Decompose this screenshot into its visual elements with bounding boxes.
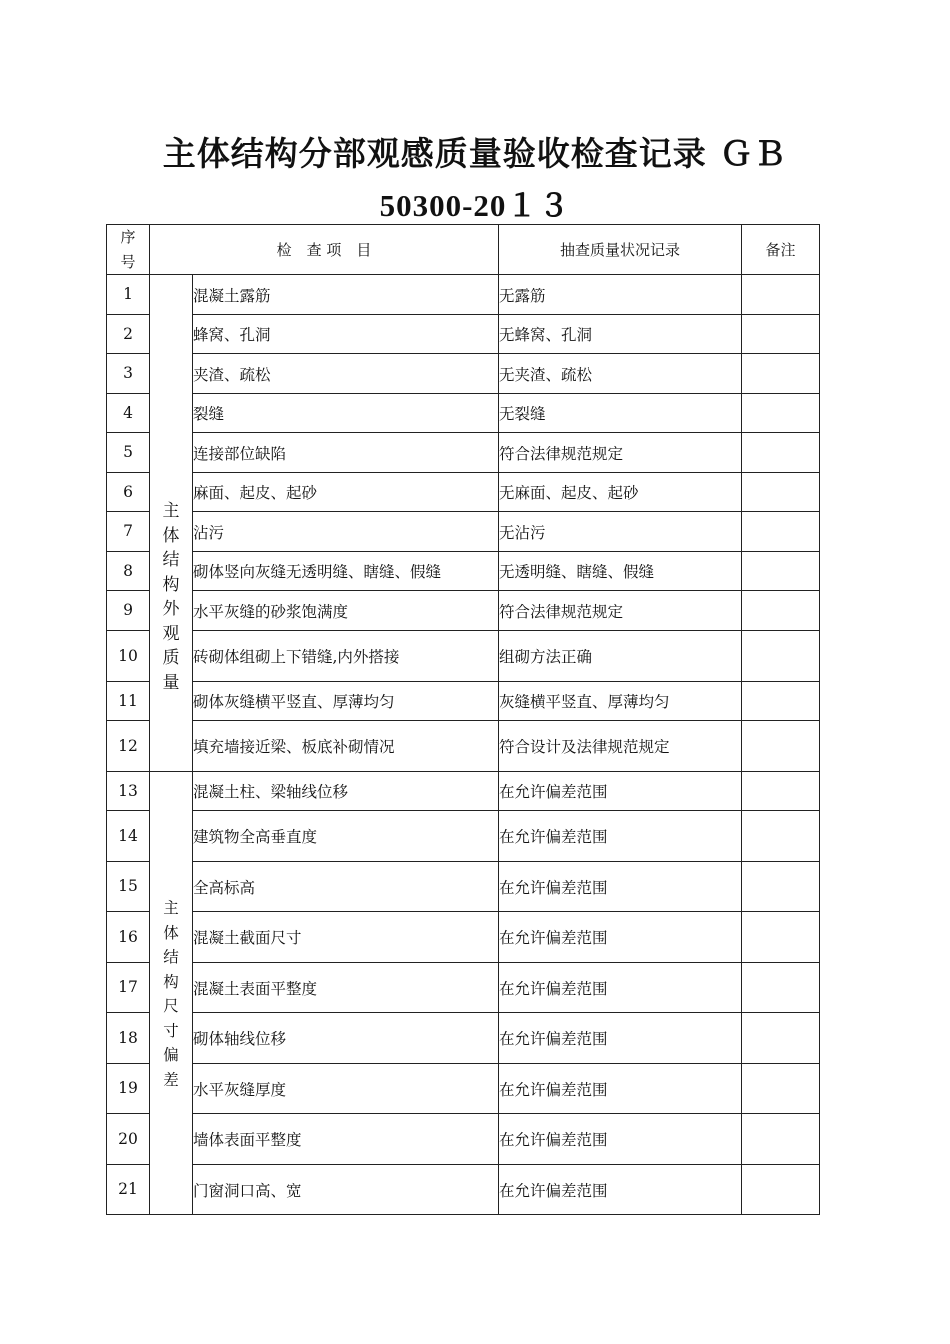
inspection-item: 混凝土表面平整度 <box>193 963 499 1013</box>
inspection-item: 裂缝 <box>193 394 499 433</box>
remark-cell <box>742 1114 820 1165</box>
row-number: 11 <box>107 682 150 721</box>
inspection-item: 全高标高 <box>193 862 499 912</box>
header-record: 抽查质量状况记录 <box>499 225 742 275</box>
table-row <box>107 354 820 394</box>
remark-cell <box>742 512 820 552</box>
quality-record: 无裂缝 <box>499 394 742 433</box>
inspection-item: 砌体轴线位移 <box>193 1013 499 1064</box>
remark-cell <box>742 275 820 315</box>
quality-record: 无蜂窝、孔洞 <box>499 315 742 354</box>
table-row <box>107 394 820 433</box>
quality-record: 无夹渣、疏松 <box>499 354 742 394</box>
table-row <box>107 721 820 772</box>
remark-cell <box>742 1064 820 1114</box>
table-row <box>107 473 820 512</box>
remark-cell <box>742 721 820 772</box>
row-number: 17 <box>107 963 150 1013</box>
remark-cell <box>742 631 820 682</box>
header-item: 检 查 项 目 <box>150 225 499 275</box>
remark-cell <box>742 682 820 721</box>
quality-record: 无透明缝、瞎缝、假缝 <box>499 552 742 591</box>
inspection-item: 蜂窝、孔洞 <box>193 315 499 354</box>
table-row <box>107 772 820 811</box>
remark-cell <box>742 591 820 631</box>
row-number: 2 <box>107 315 150 354</box>
table-row <box>107 963 820 1013</box>
quality-record: 在允许偏差范围 <box>499 1165 742 1215</box>
quality-record: 在允许偏差范围 <box>499 772 742 811</box>
row-number: 18 <box>107 1013 150 1064</box>
remark-cell <box>742 1165 820 1215</box>
table-row <box>107 862 820 912</box>
table-row <box>107 682 820 721</box>
quality-record: 符合法律规范规定 <box>499 591 742 631</box>
row-number: 3 <box>107 354 150 394</box>
document-title: 主体结构分部观感质量验收检查记录 ＧＢ <box>162 134 788 173</box>
table-row <box>107 591 820 631</box>
table-row <box>107 275 820 315</box>
table-row <box>107 1064 820 1114</box>
remark-cell <box>742 354 820 394</box>
quality-record: 符合设计及法律规范规定 <box>499 721 742 772</box>
remark-cell <box>742 473 820 512</box>
row-number: 8 <box>107 552 150 591</box>
quality-record: 在允许偏差范围 <box>499 1064 742 1114</box>
remark-cell <box>742 862 820 912</box>
row-number: 13 <box>107 772 150 811</box>
quality-record: 在允许偏差范围 <box>499 862 742 912</box>
row-number: 16 <box>107 912 150 963</box>
quality-record: 无麻面、起皮、起砂 <box>499 473 742 512</box>
quality-record: 在允许偏差范围 <box>499 1114 742 1165</box>
table-row <box>107 1114 820 1165</box>
table-row <box>107 552 820 591</box>
inspection-item: 建筑物全高垂直度 <box>193 811 499 862</box>
row-number: 4 <box>107 394 150 433</box>
inspection-item: 沾污 <box>193 512 499 552</box>
row-number: 19 <box>107 1064 150 1114</box>
group-label-appearance <box>150 275 193 772</box>
quality-record: 符合法律规范规定 <box>499 433 742 473</box>
row-number: 5 <box>107 433 150 473</box>
row-number: 20 <box>107 1114 150 1165</box>
table-row <box>107 1013 820 1064</box>
quality-record: 无露筋 <box>499 275 742 315</box>
group-label-text: 主体结构外观质量 <box>162 501 180 693</box>
inspection-item: 墙体表面平整度 <box>193 1114 499 1165</box>
inspection-table <box>106 224 820 1215</box>
table-header-row <box>107 225 820 275</box>
inspection-item: 门窗洞口高、宽 <box>193 1165 499 1215</box>
table-row <box>107 631 820 682</box>
table-row <box>107 433 820 473</box>
remark-cell <box>742 1013 820 1064</box>
header-no: 序号 <box>107 225 150 275</box>
inspection-item: 水平灰缝的砂浆饱满度 <box>193 591 499 631</box>
table-row <box>107 1165 820 1215</box>
remark-cell <box>742 912 820 963</box>
row-number: 9 <box>107 591 150 631</box>
table-body <box>107 275 820 1215</box>
row-number: 7 <box>107 512 150 552</box>
inspection-item: 水平灰缝厚度 <box>193 1064 499 1114</box>
group-label-dimension <box>150 772 193 1215</box>
quality-record: 在允许偏差范围 <box>499 811 742 862</box>
document-standard-code: 50300-20１３ <box>379 188 571 223</box>
inspection-item: 砖砌体组砌上下错缝,内外搭接 <box>193 631 499 682</box>
row-number: 21 <box>107 1165 150 1215</box>
table-row <box>107 512 820 552</box>
row-number: 12 <box>107 721 150 772</box>
quality-record: 灰缝横平竖直、厚薄均匀 <box>499 682 742 721</box>
table-row <box>107 912 820 963</box>
table-row <box>107 315 820 354</box>
row-number: 14 <box>107 811 150 862</box>
inspection-item: 麻面、起皮、起砂 <box>193 473 499 512</box>
quality-record: 在允许偏差范围 <box>499 912 742 963</box>
remark-cell <box>742 394 820 433</box>
quality-record: 在允许偏差范围 <box>499 963 742 1013</box>
quality-record: 在允许偏差范围 <box>499 1013 742 1064</box>
quality-record: 组砌方法正确 <box>499 631 742 682</box>
quality-record: 无沾污 <box>499 512 742 552</box>
inspection-item: 混凝土露筋 <box>193 275 499 315</box>
remark-cell <box>742 433 820 473</box>
row-number: 6 <box>107 473 150 512</box>
inspection-item: 连接部位缺陷 <box>193 433 499 473</box>
inspection-item: 夹渣、疏松 <box>193 354 499 394</box>
remark-cell <box>742 315 820 354</box>
group-label-text: 主体结构尺寸偏差 <box>163 899 179 1089</box>
inspection-item: 砌体竖向灰缝无透明缝、瞎缝、假缝 <box>193 552 499 591</box>
remark-cell <box>742 811 820 862</box>
inspection-item: 混凝土柱、梁轴线位移 <box>193 772 499 811</box>
inspection-item: 混凝土截面尺寸 <box>193 912 499 963</box>
header-remark: 备注 <box>742 225 820 275</box>
inspection-item: 砌体灰缝横平竖直、厚薄均匀 <box>193 682 499 721</box>
row-number: 15 <box>107 862 150 912</box>
remark-cell <box>742 772 820 811</box>
table-row <box>107 811 820 862</box>
remark-cell <box>742 963 820 1013</box>
remark-cell <box>742 552 820 591</box>
row-number: 1 <box>107 275 150 315</box>
inspection-item: 填充墙接近梁、板底补砌情况 <box>193 721 499 772</box>
row-number: 10 <box>107 631 150 682</box>
